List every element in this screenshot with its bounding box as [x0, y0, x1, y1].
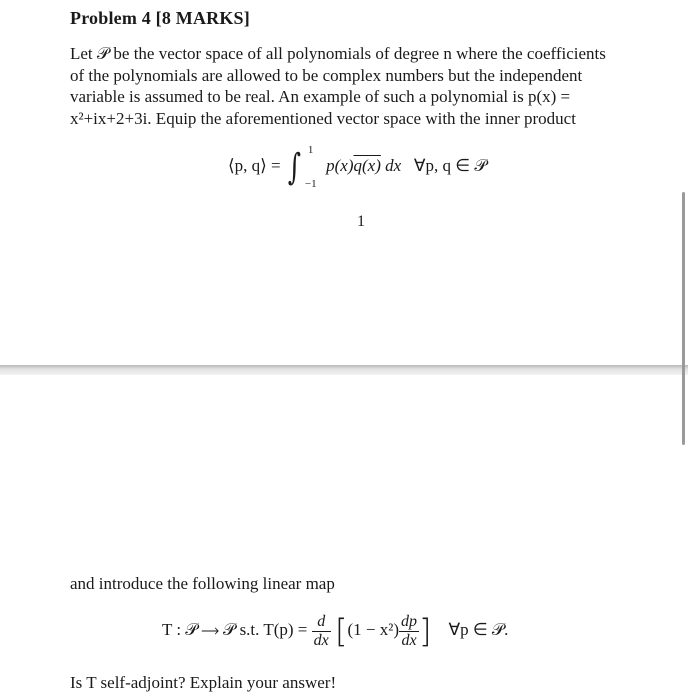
d-over-dx: [312, 613, 331, 650]
inner-product-quantifier: ∀p, q ∈ 𝒫: [413, 155, 487, 175]
linear-map-formula: [162, 612, 508, 650]
lower-limit: −1: [304, 178, 317, 190]
map-inner: (1 − x²): [347, 619, 399, 639]
integrand-q-conjugate: q(x): [353, 155, 381, 175]
right-bracket: ]: [419, 612, 432, 650]
upper-limit: 1: [307, 144, 314, 156]
dp-denominator: dx: [401, 631, 417, 649]
intro-line-1: Let 𝒫 be the vector space of all polynomials of degree n where the coefficients: [70, 44, 606, 63]
page-number: 1: [357, 213, 365, 230]
problem-title: Problem 4 [8 MARKS]: [70, 8, 250, 28]
question: [70, 672, 660, 694]
left-bracket: [: [335, 612, 348, 650]
map-lhs: T : 𝒫 ⟶ 𝒫 s.t. T(p) =: [162, 619, 308, 639]
inner-product-formula: [228, 142, 487, 192]
dp-over-dx: [399, 613, 419, 650]
integrand-p: p(x): [326, 155, 354, 175]
d-numerator: d: [312, 613, 331, 632]
question-line: Is T self-adjoint? Explain your answer!: [70, 673, 337, 692]
integral-limits: [304, 142, 322, 192]
intro-line-3: variable is assumed to be real. An example of such a polynomial is p(x) =: [70, 87, 571, 106]
integral-sign: ∫: [287, 146, 301, 188]
map-intro-line: and introduce the following linear map: [70, 574, 335, 593]
page-separator: [0, 365, 688, 375]
page-2: [0, 375, 688, 700]
d-denominator: dx: [313, 631, 329, 649]
intro-line-4: x²+ix+2+3i. Equip the aforementioned vector space with the inner product: [70, 108, 576, 128]
vertical-scrollbar[interactable]: [682, 192, 685, 445]
intro-line-2: of the polynomials are allowed to be complex numbers but the independent: [70, 65, 583, 85]
map-quantifier: ∀p ∈ 𝒫.: [448, 619, 509, 639]
problem-intro: [70, 43, 660, 129]
dp-numerator: dp: [401, 612, 417, 630]
map-intro: [70, 573, 660, 595]
integrand-dx: dx: [385, 155, 402, 175]
inner-product-lhs: ⟨p, q⟩ =: [228, 155, 281, 175]
